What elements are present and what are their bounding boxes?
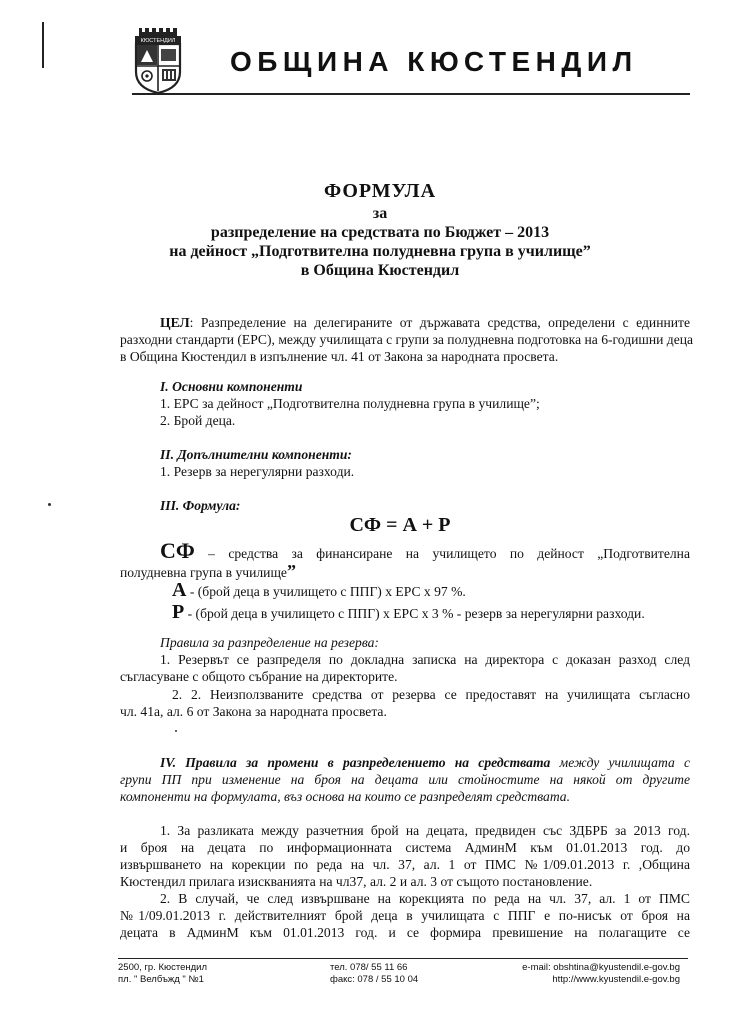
subtitle-line-4: в Община Кюстендил (300, 262, 460, 279)
para-2-line-2: №1/09.01.2013 г. действителният брой деца в училищата с ППГ е по-нисък от броя на (120, 908, 690, 923)
formula-main: СФ = А + Р (349, 514, 451, 536)
section-1-heading: I. Основни компоненти (160, 379, 303, 394)
municipality-crest-icon (133, 28, 183, 94)
footer-address-1: 2500, гр. Кюстендил (118, 962, 208, 973)
subtitle-line-3: на дейност „Подготвителна полудневна група в училище” (169, 243, 591, 260)
footer-email[interactable]: e-mail: obshtina@kyustendil.e-gov.bg (522, 962, 680, 973)
goal-label: ЦЕЛ (160, 315, 190, 330)
footer-address-2: пл. " Велбъжд " №1 (118, 974, 204, 985)
document-title: ФОРМУЛА (323, 180, 437, 202)
footer-divider (118, 958, 688, 959)
goal-line-1: ЦЕЛ: Разпределение на делегираните от държавата средства, определени с единните (160, 315, 690, 330)
sf-symbol: СФ (160, 538, 195, 563)
section-4-heading-line-1: IV. Правила за промени в разпределението на средствата между училищата с (160, 755, 690, 770)
subtitle-line-2: разпределение на средствата по Бюджет – 2013 (210, 224, 550, 241)
reserve-rules-heading: Правила за разпределение на резерва: (160, 635, 379, 650)
para-2-line-3: децата в АдминМ към 01.01.2013 год. и се формира превишение на полагащите се (120, 925, 690, 940)
reserve-rule-1-line-1: 1. Резервът се разпределя по докладна записка на директора с доказан разход след (160, 652, 690, 667)
crest-caption: КЮСТЕНДИЛ (140, 37, 176, 44)
footer-website-link[interactable]: http://www.kyustendil.e-gov.bg (552, 974, 680, 985)
sf-definition-line-2: полудневна група в училище” (120, 561, 296, 581)
section-3-heading: III. Формула: (160, 498, 241, 513)
reserve-rule-1-line-2: съгласуване с общото събрание на директорите. (120, 669, 398, 684)
para-2-line-1: 2. В случай, че след извършване на корекцията по реда на чл. 37, ал. 1 от ПМС (160, 891, 690, 906)
para-1-line-2: и броя на децата по информационната система АдминМ към 01.01.2013 год. до (120, 840, 690, 855)
para-1-line-4: Кюстендил прилага изискванията на чл37, ал. 2 и ал. 3 от същото постановление. (120, 874, 593, 889)
org-name: ОБЩИНА КЮСТЕНДИЛ (230, 46, 638, 77)
p-symbol: Р (172, 601, 185, 623)
section-1-item-1: 1. ЕРС за дейност „Подготвителна полудневна група в училище”; (160, 396, 540, 411)
para-1-line-1: 1. За разликата между разчетния брой на децата, предвиден със ЗДБРБ за 2013 год. (160, 823, 690, 838)
reserve-rule-2-line-1: 2. 2. Неизползваните средства от резерва се предоставят на училищата съгласно (172, 687, 690, 702)
subtitle-line-1: за (372, 205, 388, 222)
section-4-line-3: компоненти на формулата, въз основа на които се разпределят средствата. (120, 789, 571, 804)
scan-speck (48, 503, 51, 506)
reserve-rule-2-line-2: чл. 41а, ал. 6 от Закона за народната просвета. (120, 704, 387, 719)
footer-fax: факс: 078 / 55 10 04 (330, 974, 419, 985)
scan-speck-2 (175, 730, 177, 732)
a-symbol: А (172, 579, 187, 601)
section-4-line-2: групи ПП при изменение на броя на децата или стойностите на някой от другите (120, 772, 690, 787)
p-definition: Р - (брой деца в училището с ППГ) х ЕРС х 3 % - резерв за нерегулярни разходи. (172, 601, 645, 623)
section-2-heading: II. Допълнителни компоненти: (160, 447, 352, 462)
section-1-item-2: 2. Брой деца. (160, 413, 236, 428)
goal-line-2: разходни стандарти (ЕРС), между училищата с групи за полудневна подготовка на 6-годишни деца (120, 332, 694, 347)
header-divider (132, 93, 690, 95)
section-2-item-1: 1. Резерв за нерегулярни разходи. (160, 464, 355, 479)
sf-definition-line-1: СФ – средства за финансиране на училището по дейност „Подготвителна (160, 538, 690, 563)
para-1-line-3: извършването на корекции по реда на чл. 37, ал. 1 от ПМС №1/09.01.2013 г. ,Община (120, 857, 690, 872)
scan-artifact-line (42, 22, 44, 68)
a-definition: А - (брой деца в училището с ППГ) х ЕРС х 97 %. (172, 579, 466, 601)
goal-line-3: в Община Кюстендил в изпълнение чл. 41 от Закона за народната просвета. (120, 349, 559, 364)
footer-phone: тел. 078/ 55 11 66 (330, 962, 408, 973)
